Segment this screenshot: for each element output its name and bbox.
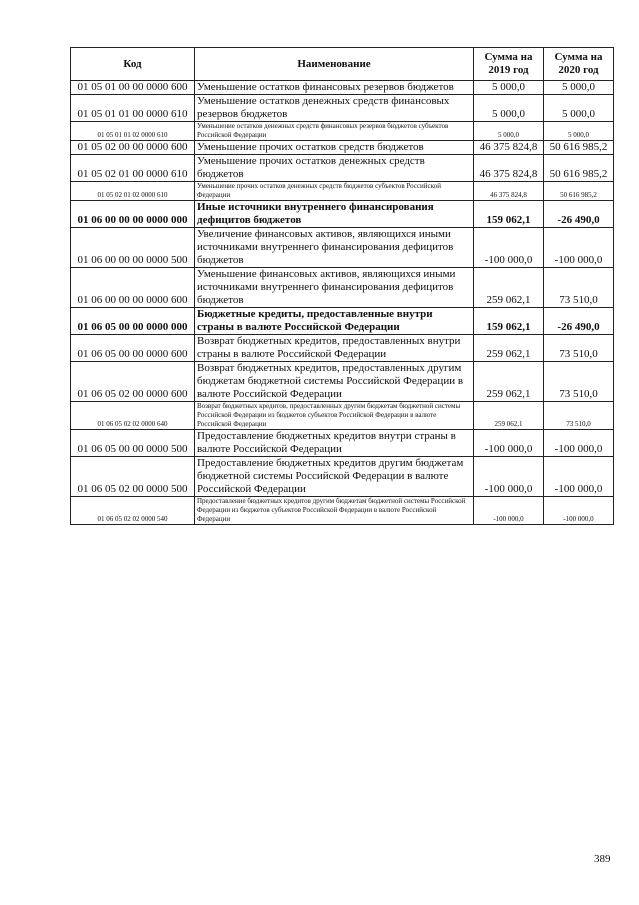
- row-name: Уменьшение остатков денежных средств финансовых резервов бюджетов: [195, 95, 474, 122]
- row-sum-2020: 73 510,0: [544, 268, 614, 308]
- row-sum-2019: 259 062,1: [474, 402, 544, 430]
- row-name: Уменьшение прочих остатков средств бюджетов: [195, 141, 474, 155]
- row-sum-2019: -100 000,0: [474, 457, 544, 497]
- row-code: 01 06 05 00 00 0000 600: [71, 335, 195, 362]
- row-sum-2019: -100 000,0: [474, 228, 544, 268]
- row-name: Уменьшение финансовых активов, являющихся иными источниками внутреннего финансирования дефицитов бюджетов: [195, 268, 474, 308]
- table-row: [71, 362, 614, 402]
- row-name: Возврат бюджетных кредитов, предоставленных внутри страны в валюте Российской Федерации: [195, 335, 474, 362]
- table-row: [71, 430, 614, 457]
- row-code: 01 06 05 02 02 0000 640: [71, 402, 195, 430]
- row-sum-2019: 259 062,1: [474, 362, 544, 402]
- table-row: [71, 308, 614, 335]
- row-sum-2019: 259 062,1: [474, 268, 544, 308]
- row-sum-2020: -26 490,0: [544, 201, 614, 228]
- row-sum-2020: -26 490,0: [544, 308, 614, 335]
- row-name: Предоставление бюджетных кредитов внутри страны в валюте Российской Федерации: [195, 430, 474, 457]
- page-number: 389: [594, 853, 611, 865]
- row-sum-2020: -100 000,0: [544, 457, 614, 497]
- row-sum-2020: 5 000,0: [544, 95, 614, 122]
- row-sum-2019: 46 375 824,8: [474, 141, 544, 155]
- table-row: [71, 268, 614, 308]
- row-sum-2020: 73 510,0: [544, 335, 614, 362]
- row-sum-2020: 5 000,0: [544, 122, 614, 141]
- table-row: [71, 201, 614, 228]
- row-code: 01 05 01 01 00 0000 610: [71, 95, 195, 122]
- row-name: Иные источники внутреннего финансирования дефицитов бюджетов: [195, 201, 474, 228]
- row-name: Предоставление бюджетных кредитов другим бюджетам бюджетной системы Российской Федерации из бюджетов субъектов Российской Федерации в валюте Российской Федерации: [195, 497, 474, 525]
- row-code: 01 05 02 01 00 0000 610: [71, 155, 195, 182]
- row-code: 01 05 01 01 02 0000 610: [71, 122, 195, 141]
- row-code: 01 06 05 00 00 0000 500: [71, 430, 195, 457]
- row-name: Увеличение финансовых активов, являющихся иными источниками внутреннего финансирования дефицитов бюджетов: [195, 228, 474, 268]
- row-sum-2020: -100 000,0: [544, 430, 614, 457]
- row-code: 01 06 05 00 00 0000 000: [71, 308, 195, 335]
- row-name: Предоставление бюджетных кредитов другим бюджетам бюджетной системы Российской Федерации в валюте Российской Федерации: [195, 457, 474, 497]
- row-sum-2019: 159 062,1: [474, 308, 544, 335]
- table-row: [71, 141, 614, 155]
- row-sum-2019: 259 062,1: [474, 335, 544, 362]
- row-code: 01 05 02 01 02 0000 610: [71, 182, 195, 201]
- table-row: [71, 497, 614, 525]
- row-sum-2019: -100 000,0: [474, 497, 544, 525]
- row-code: 01 05 02 00 00 0000 600: [71, 141, 195, 155]
- table-row: [71, 402, 614, 430]
- row-code: 01 05 01 00 00 0000 600: [71, 81, 195, 95]
- row-sum-2020: 5 000,0: [544, 81, 614, 95]
- table-row: [71, 228, 614, 268]
- row-sum-2019: 46 375 824,8: [474, 182, 544, 201]
- header-code: Код: [71, 48, 195, 81]
- row-code: 01 06 05 02 00 0000 600: [71, 362, 195, 402]
- row-sum-2019: 46 375 824,8: [474, 155, 544, 182]
- row-name: Уменьшение остатков финансовых резервов бюджетов: [195, 81, 474, 95]
- header-sum-2019: Сумма на 2019 год: [474, 48, 544, 81]
- row-code: 01 06 00 00 00 0000 000: [71, 201, 195, 228]
- budget-sources-table: [70, 47, 614, 525]
- row-sum-2019: -100 000,0: [474, 430, 544, 457]
- row-code: 01 06 05 02 00 0000 500: [71, 457, 195, 497]
- row-sum-2019: 5 000,0: [474, 122, 544, 141]
- row-name: Возврат бюджетных кредитов, предоставленных другим бюджетам бюджетной системы Российской Федерации в валюте Российской Федерации: [195, 362, 474, 402]
- row-name: Возврат бюджетных кредитов, предоставленных другим бюджетам бюджетной системы Российской Федерации из бюджетов субъектов Российской Федерации в валюте Российской Федерации: [195, 402, 474, 430]
- table-row: [71, 122, 614, 141]
- header-name: Наименование: [195, 48, 474, 81]
- row-code: 01 06 00 00 00 0000 500: [71, 228, 195, 268]
- table-row: [71, 335, 614, 362]
- row-sum-2020: -100 000,0: [544, 497, 614, 525]
- row-sum-2020: 50 616 985,2: [544, 182, 614, 201]
- row-sum-2019: 159 062,1: [474, 201, 544, 228]
- table-header-row: [71, 48, 614, 81]
- row-name: Уменьшение остатков денежных средств финансовых резервов бюджетов субъектов Российской Федерации: [195, 122, 474, 141]
- header-sum-2020: Сумма на 2020 год: [544, 48, 614, 81]
- table-body: [71, 81, 614, 525]
- table-row: [71, 95, 614, 122]
- row-sum-2019: 5 000,0: [474, 81, 544, 95]
- table-row: [71, 155, 614, 182]
- table-row: [71, 457, 614, 497]
- table-row: [71, 182, 614, 201]
- row-sum-2020: -100 000,0: [544, 228, 614, 268]
- row-sum-2020: 73 510,0: [544, 362, 614, 402]
- row-code: 01 06 05 02 02 0000 540: [71, 497, 195, 525]
- row-name: Уменьшение прочих остатков денежных средств бюджетов субъектов Российской Федерации: [195, 182, 474, 201]
- row-sum-2020: 50 616 985,2: [544, 141, 614, 155]
- row-sum-2020: 73 510,0: [544, 402, 614, 430]
- row-name: Уменьшение прочих остатков денежных средств бюджетов: [195, 155, 474, 182]
- row-sum-2020: 50 616 985,2: [544, 155, 614, 182]
- row-code: 01 06 00 00 00 0000 600: [71, 268, 195, 308]
- row-name: Бюджетные кредиты, предоставленные внутри страны в валюте Российской Федерации: [195, 308, 474, 335]
- row-sum-2019: 5 000,0: [474, 95, 544, 122]
- table-row: [71, 81, 614, 95]
